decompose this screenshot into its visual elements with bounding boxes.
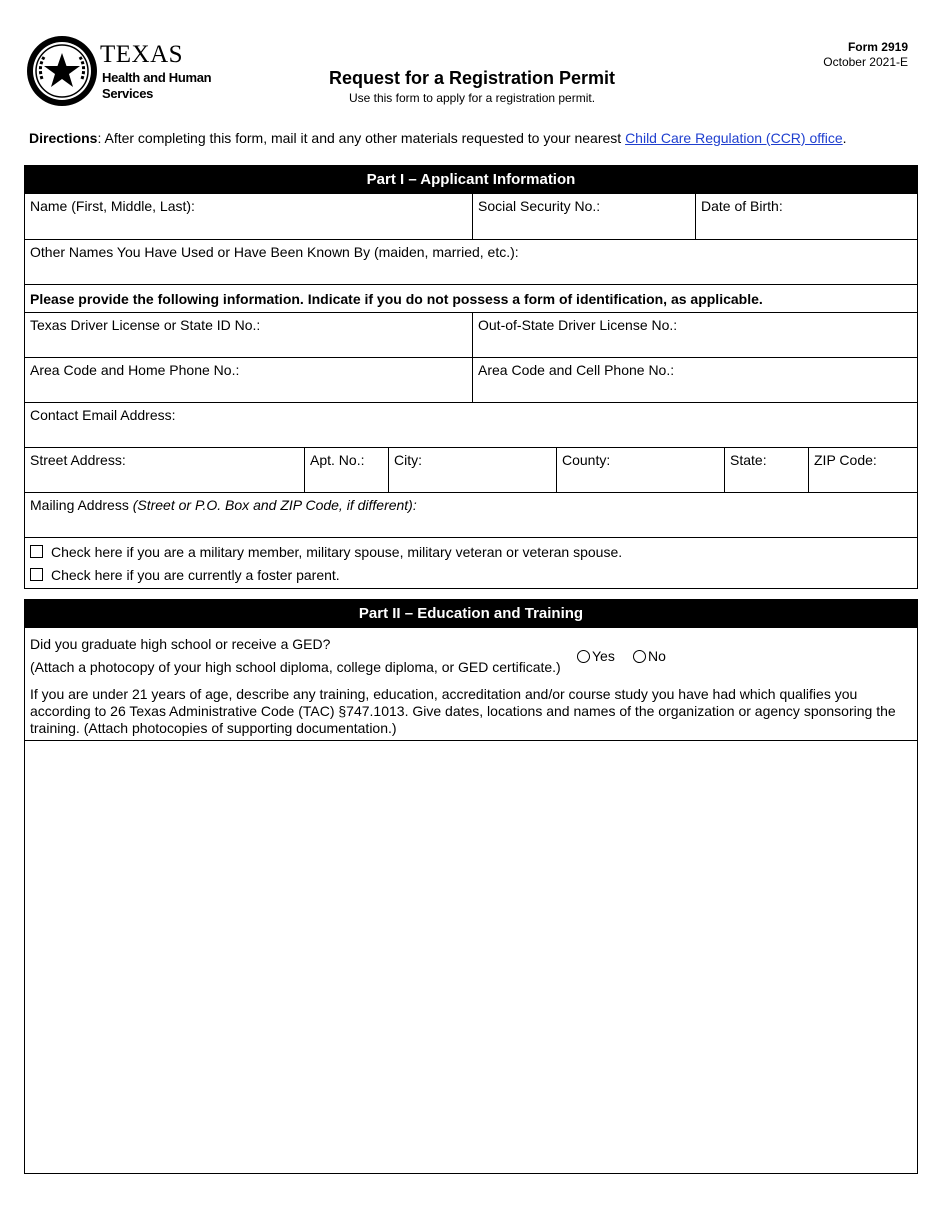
part2-heading: Part II – Education and Training: [25, 600, 917, 628]
out-of-state-dl-field[interactable]: Out-of-State Driver License No.:: [472, 313, 917, 357]
ged-yes-radio[interactable]: [577, 650, 590, 663]
street-address-field[interactable]: Street Address:: [30, 452, 126, 468]
id-instruction: Please provide the following information. Indicate if you do not possess a form of identification, as applicable.: [30, 291, 763, 307]
foster-checkbox-row: Check here if you are currently a foster parent.: [25, 563, 917, 586]
part1-applicant-information: [24, 165, 918, 589]
part1-heading: Part I – Applicant Information: [25, 166, 917, 194]
ged-yes-option[interactable]: Yes: [577, 648, 615, 665]
directions: Directions: After completing this form, mail it and any other materials requested to your nearest Child Care Regulation (CCR) office.: [29, 130, 847, 146]
part2-education-training: [24, 599, 918, 1174]
dob-field[interactable]: Date of Birth:: [695, 194, 917, 239]
ssn-field[interactable]: Social Security No.:: [472, 194, 695, 239]
home-phone-field[interactable]: Area Code and Home Phone No.:: [30, 362, 240, 378]
ged-question: Did you graduate high school or receive a GED?: [30, 636, 331, 652]
cell-phone-field[interactable]: Area Code and Cell Phone No.:: [472, 358, 917, 402]
county-field[interactable]: County:: [556, 448, 724, 492]
city-field[interactable]: City:: [388, 448, 556, 492]
foster-parent-checkbox[interactable]: [30, 568, 43, 581]
military-checkbox-row: Check here if you are a military member, military spouse, military veteran or veteran spouse.: [25, 540, 917, 563]
ged-no-radio[interactable]: [633, 650, 646, 663]
form-title: Request for a Registration Permit: [328, 68, 616, 88]
form-number: Form 2919: [847, 40, 908, 54]
mailing-address-field[interactable]: Mailing Address (Street or P.O. Box and ZIP Code, if different):: [30, 497, 417, 513]
form-date: October 2021-E: [823, 55, 908, 69]
ged-attach-note: (Attach a photocopy of your high school diploma, college diploma, or GED certificate.): [30, 659, 561, 675]
training-description-area[interactable]: [25, 740, 917, 1173]
part2-questions: [25, 628, 917, 740]
other-names-field[interactable]: Other Names You Have Used or Have Been Known By (maiden, married, etc.):: [30, 244, 519, 260]
apt-no-field[interactable]: Apt. No.:: [304, 448, 388, 492]
agency-logo-texas: TEXAS: [100, 41, 184, 68]
email-field[interactable]: Contact Email Address:: [30, 407, 176, 423]
texas-dl-field[interactable]: Texas Driver License or State ID No.:: [30, 317, 261, 333]
state-field[interactable]: State:: [724, 448, 808, 492]
zip-code-field[interactable]: ZIP Code:: [808, 448, 917, 492]
ged-no-option[interactable]: No: [633, 648, 666, 665]
ccr-office-link[interactable]: Child Care Regulation (CCR) office: [625, 130, 843, 146]
military-checkbox[interactable]: [30, 545, 43, 558]
form-subtitle: Use this form to apply for a registration permit.: [348, 91, 596, 105]
agency-logo-subtitle: Health and Human Services: [102, 70, 212, 101]
under-21-instructions: If you are under 21 years of age, describe any training, education, accreditation and/or course study you have had which qualifies you according to 26 Texas Administrative Code (TAC) §747.1013. Give dates, locations and names of the organization or agency sponsoring the training. (Attach photocopies of supporting documentation.): [30, 686, 896, 736]
name-field[interactable]: Name (First, Middle, Last):: [30, 198, 195, 214]
